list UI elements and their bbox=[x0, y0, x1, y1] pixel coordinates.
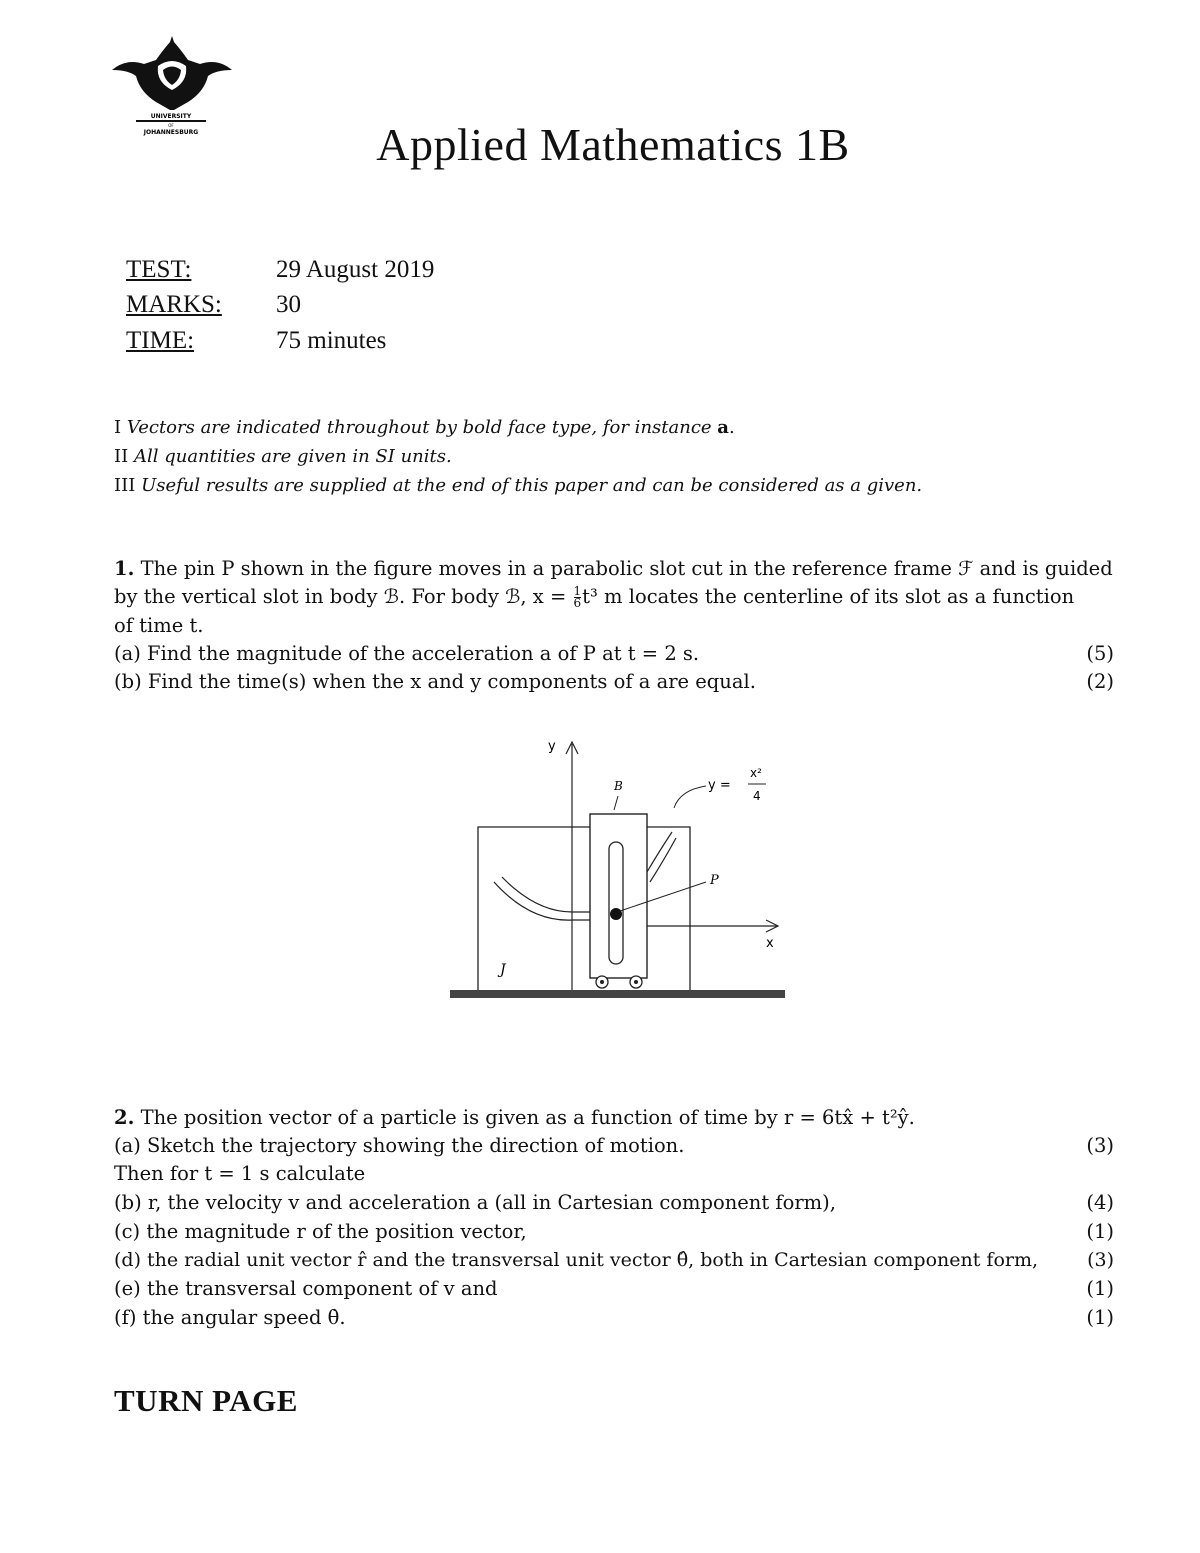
note-1-bold: a bbox=[717, 417, 729, 438]
curve-eq-lhs: y = bbox=[708, 778, 731, 793]
note-2-roman: II bbox=[114, 446, 129, 467]
logo-text-line1: UNIVERSITY bbox=[150, 113, 192, 120]
q2-intro-text: The position vector of a particle is given as a function of time by r = 6tx̂ + t²ŷ. bbox=[140, 1106, 915, 1129]
ground bbox=[450, 990, 785, 998]
note-2-text: All quantities are given in SI units. bbox=[133, 446, 452, 467]
note-1 bbox=[114, 417, 735, 438]
q2-line-b-text: (b) r, the velocity v and acceleration a (all in Cartesian component form), bbox=[114, 1191, 836, 1214]
q2-line-d-text: (d) the radial unit vector r̂ and the transversal unit vector θ̂, both in Cartesian component form, bbox=[114, 1249, 1039, 1271]
q1-line2b: t³ m locates the centerline of its slot as a function bbox=[582, 585, 1075, 608]
q1-part-b-mark: (2) bbox=[1086, 670, 1114, 693]
q1-part-b-text: (b) Find the time(s) when the x and y components of a are equal. bbox=[114, 670, 756, 693]
q2-line-then bbox=[114, 1162, 1114, 1185]
q2-intro bbox=[114, 1106, 1114, 1129]
q2-line-then-text: Then for t = 1 s calculate bbox=[114, 1162, 366, 1185]
meta-label-test: TEST: bbox=[126, 256, 192, 283]
note-1-roman: I bbox=[114, 417, 122, 438]
q2-line-f-mark: (1) bbox=[1086, 1306, 1114, 1329]
q1-line1-text: The pin P shown in the figure moves in a parabolic slot cut in the reference frame ℱ and is guided bbox=[140, 557, 1113, 580]
note-1-text: Vectors are indicated throughout by bold face type, for instance bbox=[126, 417, 718, 438]
q2-number: 2. bbox=[114, 1106, 135, 1129]
q1-line1 bbox=[114, 557, 1114, 580]
q2-line-f bbox=[114, 1306, 1114, 1329]
curve-eq-den: 4 bbox=[753, 789, 761, 803]
meta-value-time: 75 minutes bbox=[276, 327, 387, 354]
q2-line-c bbox=[114, 1220, 1114, 1243]
vertical-slot bbox=[609, 842, 623, 964]
page-title: Applied Mathematics 1B bbox=[376, 119, 850, 170]
curve-eq-num: x² bbox=[750, 766, 762, 780]
q2-line-d bbox=[114, 1249, 1114, 1271]
x-axis-label: x bbox=[766, 936, 774, 951]
frame-rect bbox=[478, 827, 690, 990]
q2-line-e-text: (e) the transversal component of v and bbox=[114, 1277, 498, 1300]
q1-part-a-mark: (5) bbox=[1086, 642, 1114, 665]
parabolic-slot-outer bbox=[494, 882, 592, 920]
q2-line-c-text: (c) the magnitude r of the position vector, bbox=[114, 1220, 527, 1243]
q2-line-b bbox=[114, 1191, 1114, 1214]
q1-frac-den: 6 bbox=[573, 596, 582, 610]
q1-line2 bbox=[114, 585, 1114, 609]
q1-part-b bbox=[114, 670, 1114, 693]
q2-line-a-mark: (3) bbox=[1086, 1134, 1114, 1157]
q1-frac-num: 1 bbox=[573, 584, 582, 598]
note-3-roman: III bbox=[114, 475, 136, 496]
frame-label: J bbox=[500, 962, 506, 978]
note-3 bbox=[114, 475, 922, 496]
q2-line-e-mark: (1) bbox=[1086, 1277, 1114, 1300]
q1-part-a-text: (a) Find the magnitude of the acceleration a of P at t = 2 s. bbox=[114, 642, 700, 665]
note-2 bbox=[114, 446, 452, 467]
meta-label-time: TIME: bbox=[126, 327, 195, 354]
y-axis-label: y bbox=[548, 739, 556, 754]
meta-value-test: 29 August 2019 bbox=[276, 256, 435, 283]
logo-text-line2: OF bbox=[168, 123, 174, 128]
turn-page: TURN PAGE bbox=[114, 1383, 298, 1418]
q2-line-c-mark: (1) bbox=[1086, 1220, 1114, 1243]
q1-figure bbox=[450, 732, 790, 1007]
body-label: B bbox=[614, 779, 623, 793]
note-1-end: . bbox=[728, 417, 735, 438]
q1-part-a bbox=[114, 642, 1114, 665]
q1-fraction bbox=[574, 586, 582, 609]
q2-line-a-text: (a) Sketch the trajectory showing the direction of motion. bbox=[114, 1134, 685, 1157]
meta-value-marks: 30 bbox=[276, 291, 301, 318]
q2-line-a bbox=[114, 1134, 1114, 1157]
q2-line-e bbox=[114, 1277, 1114, 1300]
note-3-text: Useful results are supplied at the end of this paper and can be considered as a given. bbox=[141, 475, 923, 496]
q1-number: 1. bbox=[114, 557, 135, 580]
q2-line-b-mark: (4) bbox=[1086, 1191, 1114, 1214]
logo-text-line3: JOHANNESBURG bbox=[143, 129, 199, 136]
q1-line2a: by the vertical slot in body ℬ. For body ℬ, x = bbox=[114, 585, 573, 608]
meta-label-marks: MARKS: bbox=[126, 291, 222, 318]
pin-p bbox=[610, 908, 622, 920]
curve-leader bbox=[674, 786, 706, 808]
parabolic-slot-inner bbox=[502, 877, 592, 912]
q1-line3: of time t. bbox=[114, 614, 204, 637]
pin-label: P bbox=[710, 873, 719, 888]
q2-line-d-mark: (3) bbox=[1087, 1249, 1114, 1271]
body-leader bbox=[614, 796, 618, 810]
q2-line-f-text: (f) the angular speed θ̇. bbox=[114, 1306, 346, 1329]
